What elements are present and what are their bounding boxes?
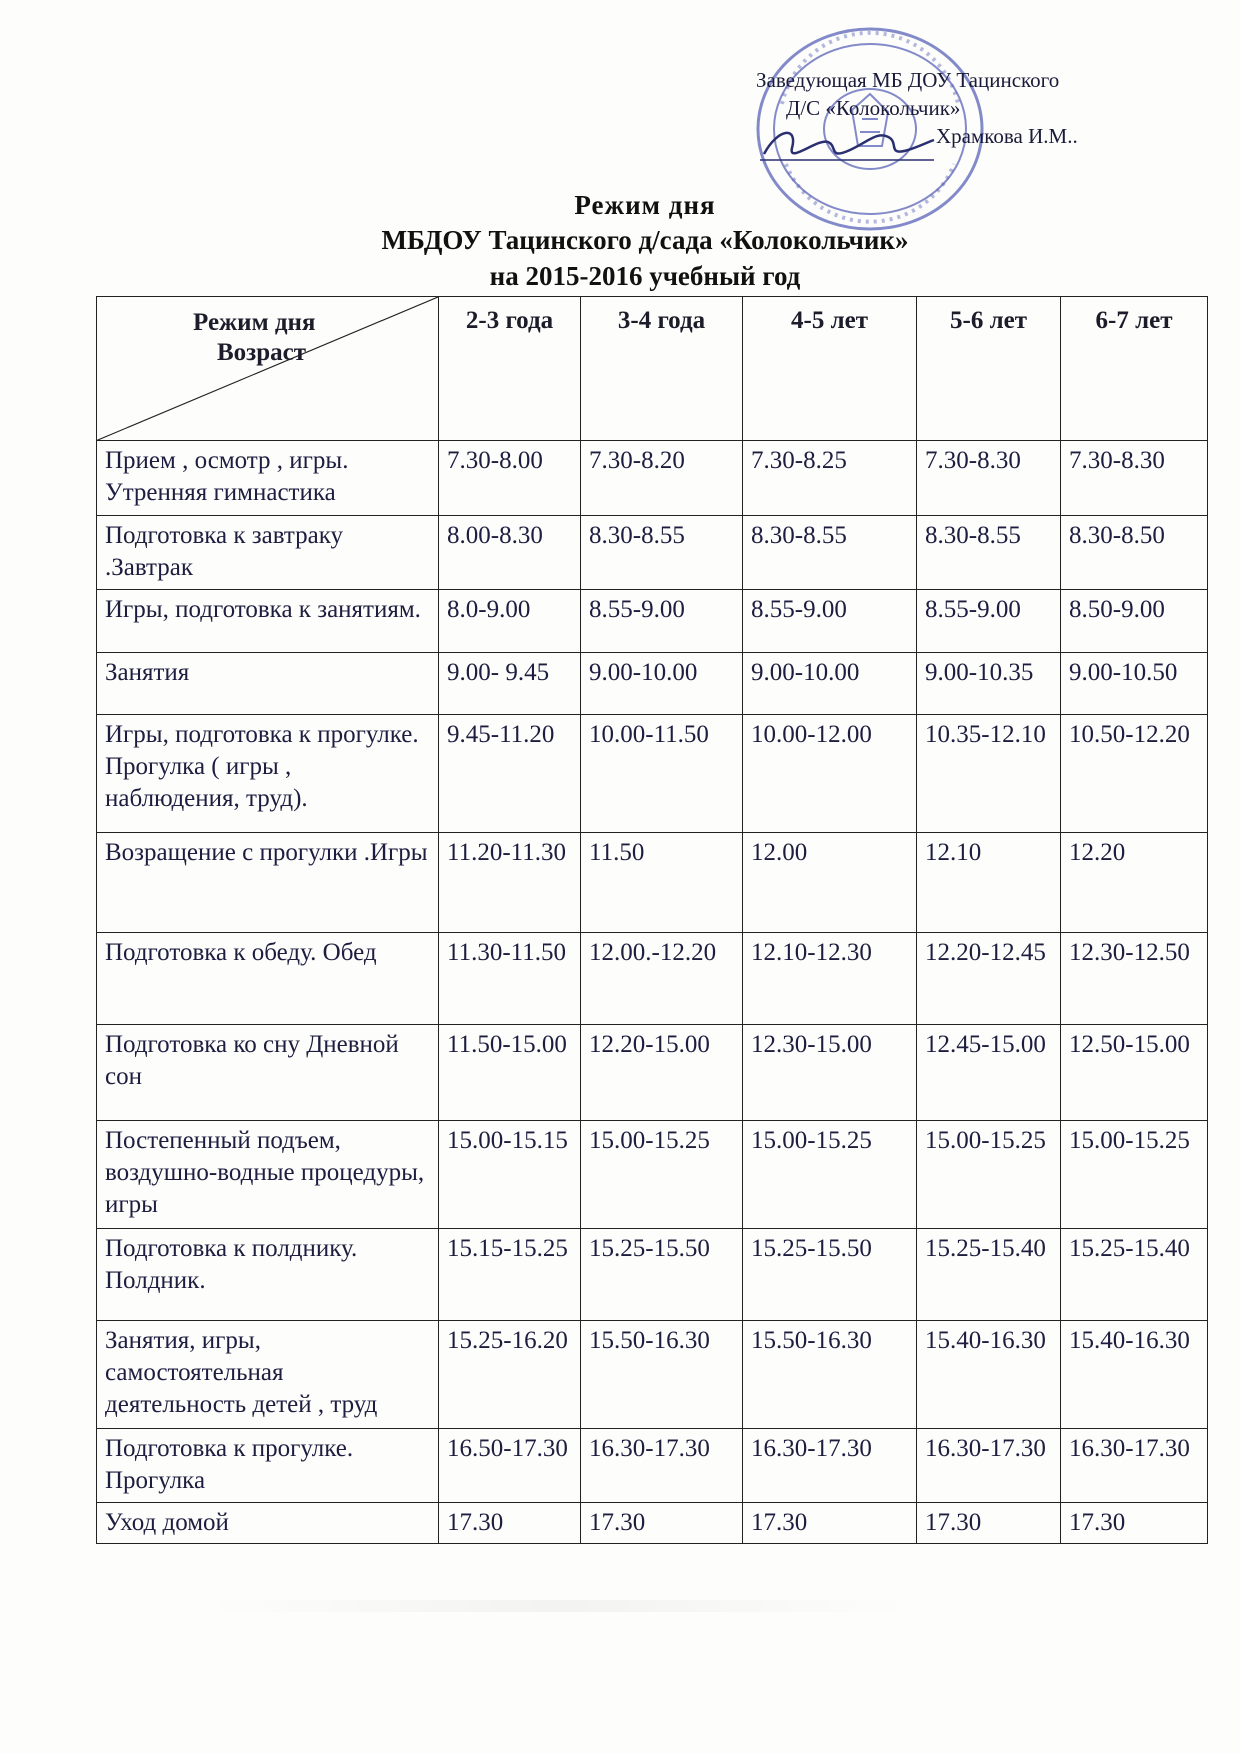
time-cell: 15.00-15.25 <box>917 1121 1061 1229</box>
document-title: Режим дня <box>574 190 716 220</box>
time-cell: 15.00-15.25 <box>1061 1121 1208 1229</box>
table-row <box>97 1321 1208 1429</box>
time-cell: 17.30 <box>917 1503 1061 1544</box>
time-cell: 16.50-17.30 <box>439 1428 581 1502</box>
time-cell: 9.00-10.50 <box>1061 652 1208 715</box>
time-cell: 12.30-12.50 <box>1061 933 1208 1025</box>
table-row <box>97 1121 1208 1229</box>
time-cell: 7.30-8.20 <box>581 441 743 515</box>
time-cell: 15.25-15.40 <box>917 1229 1061 1321</box>
time-cell: 15.40-16.30 <box>1061 1321 1208 1429</box>
time-cell: 10.35-12.10 <box>917 715 1061 832</box>
time-cell: 12.50-15.00 <box>1061 1025 1208 1121</box>
time-cell: 17.30 <box>581 1503 743 1544</box>
table-row <box>97 715 1208 832</box>
time-cell: 17.30 <box>1061 1503 1208 1544</box>
age-header: 3-4 года <box>581 297 743 441</box>
document-subtitle: МБДОУ Тацинского д/сада «Колокольчик» <box>381 225 909 255</box>
time-cell: 15.25-16.20 <box>439 1321 581 1429</box>
time-cell: 9.00- 9.45 <box>439 652 581 715</box>
time-cell: 16.30-17.30 <box>917 1428 1061 1502</box>
time-cell: 12.10-12.30 <box>743 933 917 1025</box>
time-cell: 15.50-16.30 <box>743 1321 917 1429</box>
age-header: 5-6 лет <box>917 297 1061 441</box>
time-cell: 9.00-10.00 <box>743 652 917 715</box>
activity-cell: Прием , осмотр , игры. Утренняя гимнастика <box>97 441 439 515</box>
time-cell: 8.50-9.00 <box>1061 589 1208 652</box>
activity-cell: Игры, подготовка к прогулке. Прогулка ( игры , наблюдения, труд). <box>97 715 439 832</box>
activity-cell: Возращение с прогулки .Игры <box>97 832 439 932</box>
time-cell: 11.30-11.50 <box>439 933 581 1025</box>
time-cell: 15.40-16.30 <box>917 1321 1061 1429</box>
activity-cell: Подготовка ко сну Дневной сон <box>97 1025 439 1121</box>
time-cell: 7.30-8.30 <box>1061 441 1208 515</box>
age-header: 6-7 лет <box>1061 297 1208 441</box>
time-cell: 8.55-9.00 <box>743 589 917 652</box>
time-cell: 7.30-8.30 <box>917 441 1061 515</box>
time-cell: 12.00.-12.20 <box>581 933 743 1025</box>
time-cell: 16.30-17.30 <box>581 1428 743 1502</box>
time-cell: 11.50-15.00 <box>439 1025 581 1121</box>
document-year: на 2015-2016 учебный год <box>489 261 801 291</box>
time-cell: 15.15-15.25 <box>439 1229 581 1321</box>
corner-label-age: Возраст <box>217 339 307 366</box>
time-cell: 7.30-8.00 <box>439 441 581 515</box>
time-cell: 10.00-12.00 <box>743 715 917 832</box>
approval-block <box>756 66 1176 150</box>
time-cell: 8.30-8.50 <box>1061 515 1208 589</box>
activity-cell: Подготовка к обеду. Обед <box>97 933 439 1025</box>
corner-label-regime: Режим дня <box>193 309 316 336</box>
time-cell: 16.30-17.30 <box>743 1428 917 1502</box>
activity-cell: Уход домой <box>97 1503 439 1544</box>
activity-cell: Подготовка к прогулке. Прогулка <box>97 1428 439 1502</box>
schedule-table <box>96 296 1208 1544</box>
table-row <box>97 515 1208 589</box>
time-cell: 11.50 <box>581 832 743 932</box>
age-header: 2-3 года <box>439 297 581 441</box>
time-cell: 9.00-10.00 <box>581 652 743 715</box>
time-cell: 7.30-8.25 <box>743 441 917 515</box>
table-row <box>97 1229 1208 1321</box>
scan-smudge <box>210 1600 910 1612</box>
time-cell: 15.00-15.25 <box>581 1121 743 1229</box>
time-cell: 15.25-15.40 <box>1061 1229 1208 1321</box>
time-cell: 11.20-11.30 <box>439 832 581 932</box>
time-cell: 15.00-15.25 <box>743 1121 917 1229</box>
time-cell: 16.30-17.30 <box>1061 1428 1208 1502</box>
table-row <box>97 1025 1208 1121</box>
table-row <box>97 652 1208 715</box>
time-cell: 12.10 <box>917 832 1061 932</box>
time-cell: 8.30-8.55 <box>581 515 743 589</box>
time-cell: 17.30 <box>439 1503 581 1544</box>
time-cell: 10.50-12.20 <box>1061 715 1208 832</box>
approval-name: Храмкова И.М.. <box>936 124 1078 148</box>
time-cell: 9.45-11.20 <box>439 715 581 832</box>
time-cell: 8.55-9.00 <box>917 589 1061 652</box>
time-cell: 15.25-15.50 <box>743 1229 917 1321</box>
time-cell: 8.00-8.30 <box>439 515 581 589</box>
time-cell: 15.00-15.15 <box>439 1121 581 1229</box>
activity-cell: Занятия, игры, самостоятельная деятельность детей , труд <box>97 1321 439 1429</box>
time-cell: 12.30-15.00 <box>743 1025 917 1121</box>
corner-header-cell <box>97 297 439 441</box>
table-row <box>97 1503 1208 1544</box>
table-row <box>97 1428 1208 1502</box>
table-row <box>97 589 1208 652</box>
time-cell: 15.50-16.30 <box>581 1321 743 1429</box>
activity-cell: Постепенный подъем, воздушно-водные процедуры, игры <box>97 1121 439 1229</box>
time-cell: 8.55-9.00 <box>581 589 743 652</box>
time-cell: 15.25-15.50 <box>581 1229 743 1321</box>
table-row <box>97 441 1208 515</box>
activity-cell: Подготовка к полднику. Полдник. <box>97 1229 439 1321</box>
activity-cell: Игры, подготовка к занятиям. <box>97 589 439 652</box>
time-cell: 12.45-15.00 <box>917 1025 1061 1121</box>
time-cell: 8.30-8.55 <box>743 515 917 589</box>
age-header: 4-5 лет <box>743 297 917 441</box>
time-cell: 12.20 <box>1061 832 1208 932</box>
time-cell: 12.20-12.45 <box>917 933 1061 1025</box>
time-cell: 8.0-9.00 <box>439 589 581 652</box>
activity-cell: Занятия <box>97 652 439 715</box>
header-row <box>97 297 1208 441</box>
time-cell: 12.00 <box>743 832 917 932</box>
time-cell: 12.20-15.00 <box>581 1025 743 1121</box>
time-cell: 17.30 <box>743 1503 917 1544</box>
approval-position: Заведующая МБ ДОУ Тацинского <box>756 68 1060 92</box>
time-cell: 10.00-11.50 <box>581 715 743 832</box>
table-row <box>97 832 1208 932</box>
approval-organization: Д/С «Колокольчик» <box>786 96 961 120</box>
time-cell: 9.00-10.35 <box>917 652 1061 715</box>
table-row <box>97 933 1208 1025</box>
activity-cell: Подготовка к завтраку .Завтрак <box>97 515 439 589</box>
time-cell: 8.30-8.55 <box>917 515 1061 589</box>
